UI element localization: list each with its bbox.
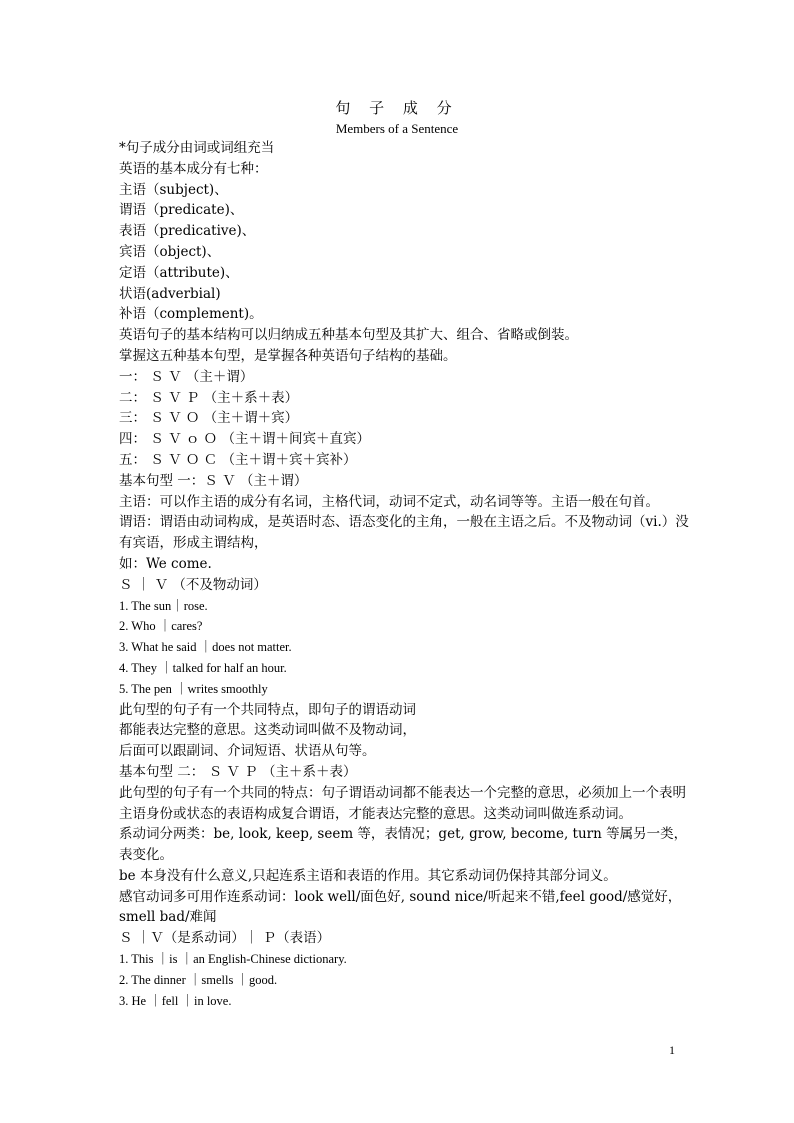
example-sentence: 4. They ｜talked for half an hour.	[119, 660, 287, 675]
example-sentence: 2. Who ｜cares?	[119, 619, 203, 634]
pattern-line: 三： Ｓ Ｖ Ｏ （主＋谓＋宾）	[119, 410, 299, 427]
example-sentence: 1. This ｜is ｜an English-Chinese dictionary.	[119, 952, 347, 967]
text-line: be 本身没有什么意义,只起连系主语和表语的作用。其它系动词仍保持其部分词义。	[119, 867, 617, 884]
example-sentence: 3. What he said ｜does not matter.	[119, 640, 292, 655]
text-paragraph: 系动词分两类：be, look, keep, seem 等，表情况；get, grow, become, turn 等属另一类，表变化。	[119, 826, 688, 864]
example-sentence: 1. The sun｜rose.	[119, 598, 208, 613]
example-sentence: 5. The pen ｜writes smoothly	[119, 681, 268, 696]
text-line: 补语（complement)。	[119, 306, 263, 323]
example-sentence: 2. The dinner ｜smells ｜good.	[119, 972, 278, 987]
text-line: 此句型的句子有一个共同特点，即句子的谓语动词	[119, 701, 416, 718]
text-paragraph: 此句型的句子有一个共同的特点：句子谓语动词都不能表达一个完整的意思，必须加上一个表明主语身份或状态的表语构成复合谓语，才能表达完整的意思。这类动词叫做连系动词。	[119, 784, 686, 822]
text-line: 英语句子的基本结构可以归纳成五种基本句型及其扩大、组合、省略或倒装。	[119, 327, 578, 344]
text-line: 状语(adverbial)	[119, 285, 221, 302]
page-subtitle: Members of a Sentence	[335, 121, 459, 136]
pattern-line: Ｓ ｜ Ｖ （不及物动词）	[119, 576, 267, 593]
pattern-line: 四： Ｓ Ｖ ｏ Ｏ （主＋谓＋间宾＋直宾）	[119, 431, 370, 448]
text-line: 谓语（predicate)、	[119, 202, 244, 219]
section-heading: 基本句型 一：Ｓ Ｖ （主＋谓）	[119, 472, 308, 489]
page-number: 1	[669, 1043, 675, 1057]
document-body	[119, 138, 689, 1011]
text-line: 后面可以跟副词、介词短语、状语从句等。	[119, 743, 376, 760]
text-line: 都能表达完整的意思。这类动词叫做不及物动词，	[119, 722, 416, 739]
text-line: *句子成分由词或词组充当	[119, 140, 275, 156]
text-paragraph: 感官动词多可用作连系动词：look well/面色好, sound nice/听起来不错,feel good/感觉好，smell bad/难闻	[119, 888, 682, 926]
pattern-line: 一： Ｓ Ｖ （主＋谓）	[119, 368, 254, 385]
section-heading: 基本句型 二： Ｓ Ｖ Ｐ （主＋系＋表）	[119, 763, 357, 780]
pattern-line: Ｓ ｜Ｖ（是系动词）｜ Ｐ（表语）	[119, 930, 331, 947]
text-line: 定语（attribute)、	[119, 264, 239, 281]
text-line: 英语的基本成分有七种：	[119, 160, 268, 177]
text-line: 主语：可以作主语的成分有名词，主格代词，动词不定式，动名词等等。主语一般在句首。	[119, 493, 659, 510]
text-line: 如：We come.	[119, 555, 212, 572]
text-line: 主语（subject)、	[119, 181, 228, 198]
example-sentence: 3. He ｜fell ｜in love.	[119, 993, 232, 1008]
pattern-line: 二： Ｓ Ｖ Ｐ （主＋系＋表）	[119, 389, 299, 406]
text-line: 表语（predicative)、	[119, 223, 256, 240]
text-paragraph: 谓语：谓语由动词构成，是英语时态、语态变化的主角，一般在主语之后。不及物动词（vi.）没有宾语，形成主谓结构，	[119, 514, 689, 552]
text-line: 宾语（object)、	[119, 243, 221, 260]
page-title: 句 子 成 分	[335, 99, 459, 117]
pattern-line: 五： Ｓ Ｖ Ｏ Ｃ （主＋谓＋宾＋宾补）	[119, 451, 357, 468]
text-line: 掌握这五种基本句型，是掌握各种英语句子结构的基础。	[119, 347, 457, 364]
